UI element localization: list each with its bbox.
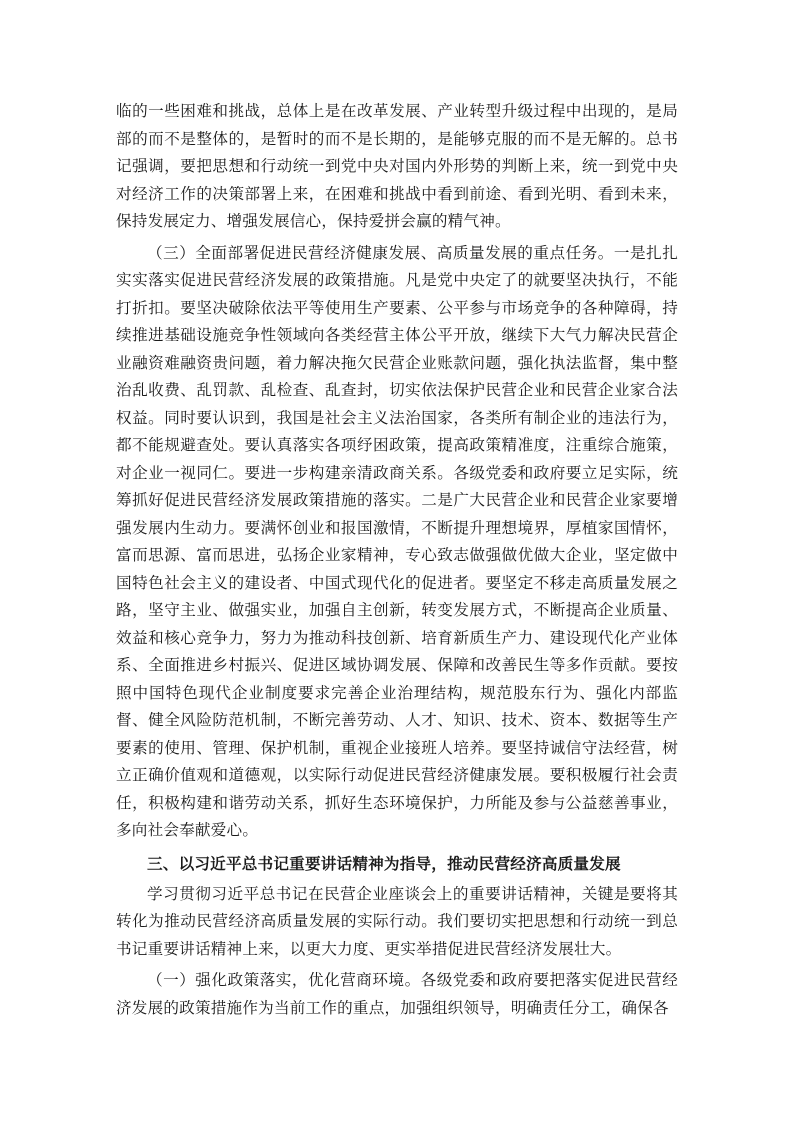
paragraph-gap	[116, 845, 678, 849]
paragraph-continued: 临的一些困难和挑战，总体上是在改革发展、产业转型升级过程中出现的，是局部的而不是整体的，是暂时的而不是长期的，是能够克服的而不是无解的。总书记强调，要把思想和行动统一到党中央对国内外形势的判断上来，统一到党中央对经济工作的决策部署上来，在困难和挑战中看到前途、看到光明、看到未来，保持发展定力、增强发展信心，保持爱拼会赢的精气神。	[116, 102, 678, 230]
paragraph-intro: 学习贯彻习近平总书记在民营企业座谈会上的重要讲话精神，关键是要将其转化为推动民营经济高质量发展的实际行动。我们要切实把思想和行动统一到总书记重要讲话精神上来，以更大力度、更实举措促进民营经济发展壮大。	[116, 884, 678, 958]
section-heading: 三、以习近平总书记重要讲话精神为指导，推动民营经济高质量发展	[147, 854, 621, 873]
paragraph-policy: （一）强化政策落实，优化营商环境。各级党委和政府要把落实促进民营经济发展的政策措施作为当前工作的重点，加强组织领导，明确责任分工，确保各	[116, 971, 678, 1017]
paragraph-key-tasks: （三）全面部署促进民营经济健康发展、高质量发展的重点任务。一是扎扎实实落实促进民营经济发展的政策措施。凡是党中央定了的就要坚决执行，不能打折扣。要坚决破除依法平等使用生产要素、公平参与市场竞争的各种障碍，持续推进基础设施竞争性领域向各类经营主体公平开放，继续下大气力解决民营企业融资难融资贵问题，着力解决拖欠民营企业账款问题，强化执法监督，集中整治乱收费、乱罚款、乱检查、乱查封，切实依法保护民营企业和民营企业家合法权益。同时要认识到，我国是社会主义法治国家，各类所有制企业的违法行为，都不能规避查处。要认真落实各项纾困政策，提高政策精准度，注重综合施策，对企业一视同仁。要进一步构建亲清政商关系。各级党委和政府要立足实际，统筹抓好促进民营经济发展政策措施的落实。二是广大民营企业和民营企业家要增强发展内生动力。要满怀创业和报国激情，不断提升理想境界，厚植家国情怀，富而思源、富而思进，弘扬企业家精神，专心致志做强做优做大企业，坚定做中国特色社会主义的建设者、中国式现代化的促进者。要坚定不移走高质量发展之路，坚守主业、做强实业，加强自主创新，转变发展方式，不断提高企业质量、效益和核心竞争力，努力为推动科技创新、培育新质生产力、建设现代化产业体系、全面推进乡村振兴、促进区域协调发展、保障和改善民生等多作贡献。要按照中国特色现代企业制度要求完善企业治理结构，规范股东行为、强化内部监督、健全风险防范机制，不断完善劳动、人才、知识、技术、资本、数据等生产要素的使用、管理、保护机制，重视企业接班人培养。要坚持诚信守法经营，树立正确价值观和道德观，以实际行动促进民营经济健康发展。要积极履行社会责任，积极构建和谐劳动关系，抓好生态环境保护，力所能及参与公益慈善事业，多向社会奉献爱心。	[116, 243, 678, 839]
